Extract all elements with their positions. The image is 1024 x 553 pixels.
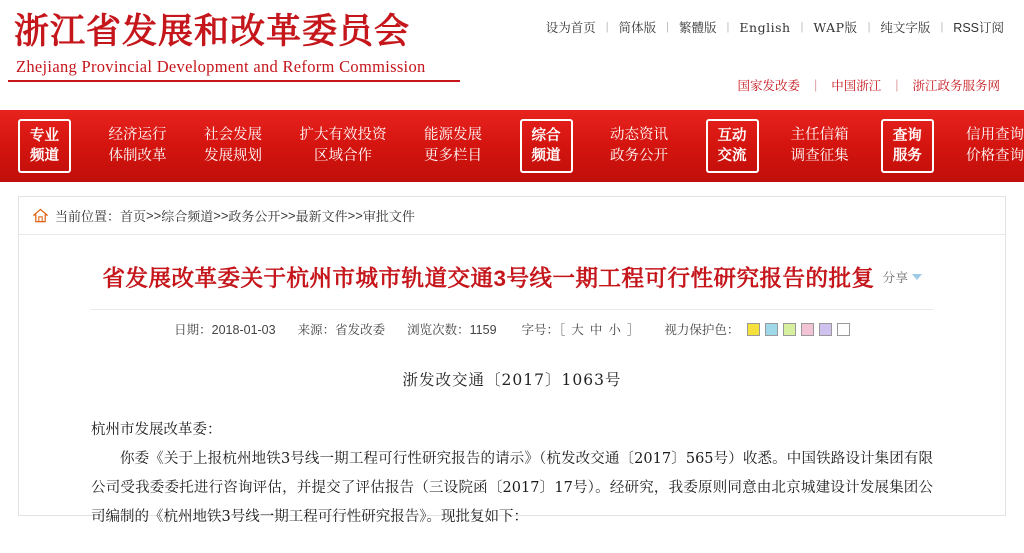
font-size-medium[interactable]: 中 [589,323,603,337]
eye-color-swatch-6[interactable] [837,323,850,336]
top-link-english[interactable]: English [739,19,791,35]
link-separator: | [813,78,818,92]
breadcrumb-item-affairs[interactable]: 政务公开 [228,209,281,224]
meta-views [407,320,496,338]
top-link-rss[interactable]: RSS订阅 [953,21,1004,35]
eye-color-swatch-3[interactable] [783,323,796,336]
link-separator: | [605,21,609,33]
link-separator: | [726,21,730,33]
share-label: 分享 [882,271,909,285]
page-title [91,257,933,297]
nav-label-line2: 调查征集 [790,148,849,164]
breadcrumb-item-approval-docs[interactable]: 审批文件 [362,209,415,224]
share-button[interactable] [883,257,922,296]
article-title-text: 省发展改革委关于杭州市城市轨道交通3号线一期工程可行性研究报告的批复 [102,266,875,291]
meta-date-value: 2018-01-03 [211,323,276,337]
nav-label-line2: 频道 [30,148,59,164]
nav-label-line2: 政务公开 [610,148,668,164]
nav-label-line1: 查询 [892,128,922,144]
breadcrumb-item-home[interactable]: 首页 [120,209,147,224]
nav-label-line1: 信用查询 [965,127,1024,143]
meta-views-value: 1159 [469,323,497,337]
eye-color-swatch-1[interactable] [747,323,760,336]
nav-item-director-mailbox[interactable] [791,125,849,167]
font-size-small[interactable]: 小 [608,323,621,337]
article-body [91,416,933,532]
logo-underline [8,80,460,82]
link-separator: | [867,21,871,33]
gov-portal-links [723,76,1014,94]
nav-item-comprehensive-channel[interactable] [520,119,573,173]
link-separator: | [666,21,670,33]
nav-item-professional-channel[interactable] [18,119,71,173]
gov-link-zhejiang[interactable]: 中国浙江 [831,79,882,93]
nav-label-line2: 区域合作 [314,148,372,164]
nav-item-interaction[interactable] [706,119,759,173]
gov-link-ndrc[interactable]: 国家发改委 [737,79,800,93]
font-size-control [519,320,643,338]
nav-label-line1: 互动 [717,128,747,144]
nav-label-line2: 服务 [892,148,922,164]
home-icon [33,208,48,223]
meta-views-label: 浏览次数： [407,323,470,337]
nav-label-line1: 动态资讯 [610,127,668,143]
nav-item-energy-development[interactable] [424,125,482,167]
breadcrumb-item-latest-docs[interactable]: 最新文件 [295,209,348,224]
meta-date-label: 日期： [174,323,212,337]
font-size-large[interactable]: 大 [571,323,584,337]
breadcrumb-separator: >> [347,208,363,223]
nav-item-query-service[interactable] [881,119,934,173]
document-number: 浙发改交通〔2017〕1063号 [402,371,622,389]
top-link-set-home[interactable]: 设为首页 [545,21,596,35]
breadcrumb [19,197,1005,235]
eye-color-swatch-4[interactable] [801,323,814,336]
content-panel [18,196,1006,525]
top-utility-links [536,18,1014,36]
site-header [0,0,1024,110]
nav-label-line1: 主任信箱 [790,127,849,143]
font-size-label: 字号：［ [521,323,566,337]
eye-color-swatch-2[interactable] [765,323,778,336]
article-meta [91,309,933,338]
nav-label-line1: 社会发展 [204,127,262,143]
meta-source-value: 省发改委 [335,323,386,337]
nav-item-news[interactable] [610,125,668,167]
meta-date [174,320,275,338]
logo-title-en: Zhejiang Provincial Development and Reform Commission [16,57,426,76]
top-link-traditional[interactable]: 繁體版 [679,21,717,35]
nav-label-line1: 专业 [30,128,59,144]
nav-item-social-development[interactable] [204,125,262,167]
breadcrumb-item-comprehensive[interactable]: 综合频道 [161,209,214,224]
logo-title-cn: 浙江省发展和改革委员会 [14,11,411,52]
nav-label-line1: 能源发展 [424,127,482,143]
meta-source-label: 来源： [297,323,336,337]
breadcrumb-separator: >> [146,208,162,223]
nav-label-line1: 经济运行 [108,127,167,143]
nav-label-line2: 发展规划 [204,148,262,164]
nav-label-line2: 价格查询 [965,148,1024,164]
eye-protection-control [664,320,850,338]
nav-label-line2: 交流 [717,148,747,164]
breadcrumb-separator: >> [213,208,229,223]
eye-color-swatch-5[interactable] [819,323,832,336]
link-separator: | [895,78,899,92]
nav-item-expand-investment[interactable] [300,125,387,167]
article [19,235,1005,532]
font-size-label-end: ］ [626,323,640,337]
eye-protection-label: 视力保护色： [664,323,740,337]
top-link-wap[interactable]: WAP版 [813,20,858,35]
breadcrumb-separator: >> [280,208,296,223]
nav-item-economic-operation[interactable] [109,125,167,167]
article-paragraph-1: 你委《关于上报杭州地铁3号线一期工程可行性研究报告的请示》（杭发改交通〔2017〕565号）收悉。中国铁路设计集团有限公司受我委委托进行咨询评估，并提交了评估报告（三设院函〔2017〕17号）。经研究，我委原则同意由北京城建设计发展集团公司编制的《杭州地铁3号线一期工程可行性研究报告》。现批复如下： [91,451,933,525]
site-logo[interactable] [8,8,460,82]
top-link-text-only[interactable]: 纯文字版 [880,21,931,35]
nav-item-credit-query[interactable] [966,125,1024,167]
article-paragraph-addressee: 杭州市发展改革委： [91,422,222,438]
nav-label-line2: 更多栏目 [424,148,482,164]
link-separator: | [940,21,944,33]
nav-label-line2: 频道 [531,148,561,164]
top-link-simplified[interactable]: 简体版 [618,21,657,35]
link-separator: | [800,21,804,33]
breadcrumb-prefix: 当前位置： [55,209,121,224]
content-wrapper [0,182,1024,525]
meta-source [298,320,386,338]
nav-label-line1: 扩大有效投资 [299,127,387,143]
nav-label-line2: 体制改革 [108,148,167,164]
chevron-down-icon [912,274,922,280]
main-navigation [0,110,1024,182]
gov-link-service-net[interactable]: 浙江政务服务网 [912,79,1000,93]
eye-protection-swatches [747,323,850,336]
nav-label-line1: 综合 [531,128,561,144]
